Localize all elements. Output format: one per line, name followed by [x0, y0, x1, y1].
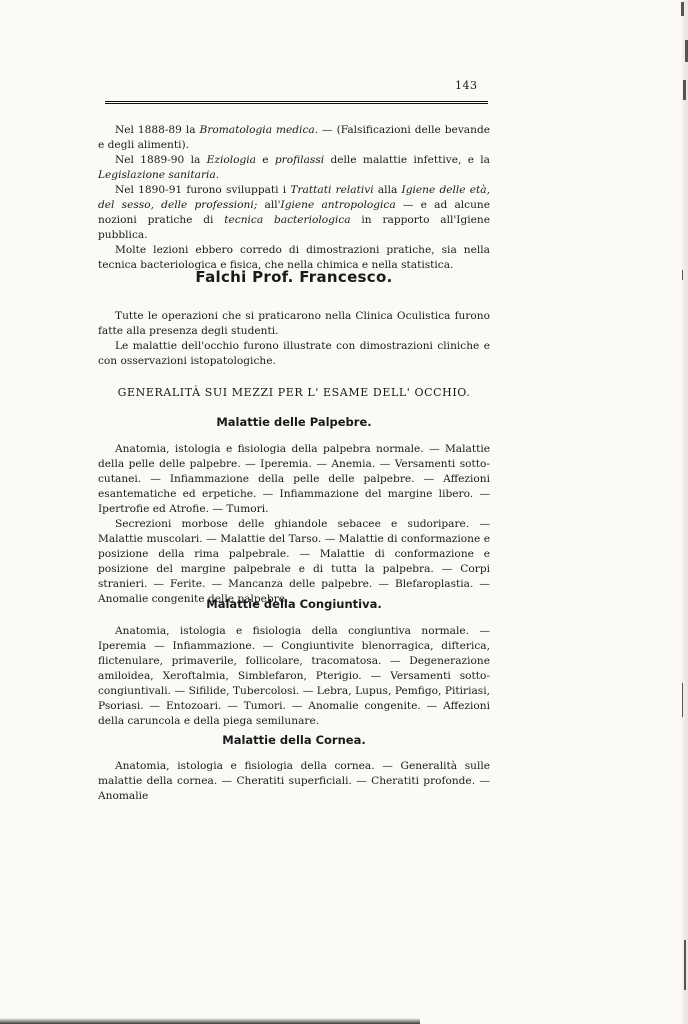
edge-mark	[684, 940, 686, 990]
cornea-title: Malattie della Cornea.	[222, 733, 366, 747]
palpebre-block	[98, 442, 490, 607]
page-right-edge	[682, 0, 688, 1024]
intro-paragraph: Nel 1888-89 la Bromatologia medica. — (Falsificazioni delle bevande e degli alimenti).	[98, 124, 490, 151]
cornea-paragraph: Anatomia, istologia e fisiologia della cornea. — Generalità sulle malattie della cornea. — Cheratiti superficiali. — Cheratiti profonde. — Anomalie	[98, 760, 490, 802]
page-bottom-edge	[0, 1018, 420, 1024]
intro-paragraph: Nel 1890-91 furono sviluppati i Trattati relativi alla Igiene delle età, del sesso, delle professioni; all'Igiene antropologica — e ad alcune nozioni pratiche di tecnica bacteriologica in rapporto all'Igiene pubblica.	[98, 184, 491, 241]
page-number: 143	[455, 79, 478, 92]
general-heading: GENERALITÀ SUI MEZZI PER L' ESAME DELL' OCCHIO.	[117, 386, 471, 399]
palpebre-title: Malattie delle Palpebre.	[216, 415, 372, 429]
section-title: Falchi Prof. Francesco.	[195, 268, 393, 286]
intro-paragraph: Molte lezioni ebbero corredo di dimostrazioni pratiche, sia nella tecnica bacteriologica e fisica, che nella chimica e nella statistica.	[98, 244, 490, 271]
congiuntiva-title: Malattie della Congiuntiva.	[206, 597, 382, 611]
congiuntiva-paragraph: Anatomia, istologia e fisiologia della congiuntiva normale. — Iperemia — Infiammazione. — Congiuntivite blenorragica, difterica, flictenulare, primaverile, follicolare, tracomatosa. — Degenerazione amiloidea, Xeroftalmia, Simblefaron, Pterigio. — Versamenti sotto-congiuntivali. — Sifilide, Tubercolosi. — Lebra, Lupus, Pemfigo, Pitiriasi, Psoriasi. — Entozoari. — Tumori. — Anomalie congenite. — Affezioni della caruncola e della piega semilunare.	[98, 625, 490, 727]
edge-mark	[682, 683, 683, 717]
section-intro-paragraph: Le malattie dell'occhio furono illustrate con dimostrazioni cliniche e con osservazioni istopatologiche.	[98, 340, 490, 367]
header-rule	[105, 101, 488, 104]
intro-block	[98, 123, 490, 273]
palpebre-paragraph: Anatomia, istologia e fisiologia della palpebra normale. — Malattie della pelle delle palpebre. — Iperemia. — Anemia. — Versamenti sotto-cutanei. — Infiammazione della pelle delle palpebre. — Affezioni esantematiche ed erpetiche. — Infiammazione del margine libero. — Ipertrofie ed Atrofie. — Tumori.	[98, 443, 490, 515]
palpebre-paragraph: Secrezioni morbose delle ghiandole sebacee e sudoripare. — Malattie muscolari. — Malattie del Tarso. — Malattie di conformazione e posizione della rima palpebrale. — Malattie di conformazione e posizione del margine palpebrale e di tutta la palpebra. — Corpi stranieri. — Ferite. — Mancanza delle palpebre. — Blefaroplastia. — Anomalie congenite delle palpebre.	[98, 518, 490, 605]
section-intro-paragraph: Tutte le operazioni che si praticarono nella Clinica Oculistica furono fatte alla presenza degli studenti.	[98, 310, 490, 337]
section-intro	[98, 309, 490, 369]
edge-mark	[682, 270, 683, 280]
edge-mark	[683, 80, 686, 100]
intro-paragraph: Nel 1889-90 la Eziologia e profilassi delle malattie infettive, e la Legislazione sanitaria.	[98, 154, 490, 181]
congiuntiva-block	[98, 624, 490, 729]
edge-mark	[681, 2, 684, 16]
cornea-block	[98, 759, 490, 804]
